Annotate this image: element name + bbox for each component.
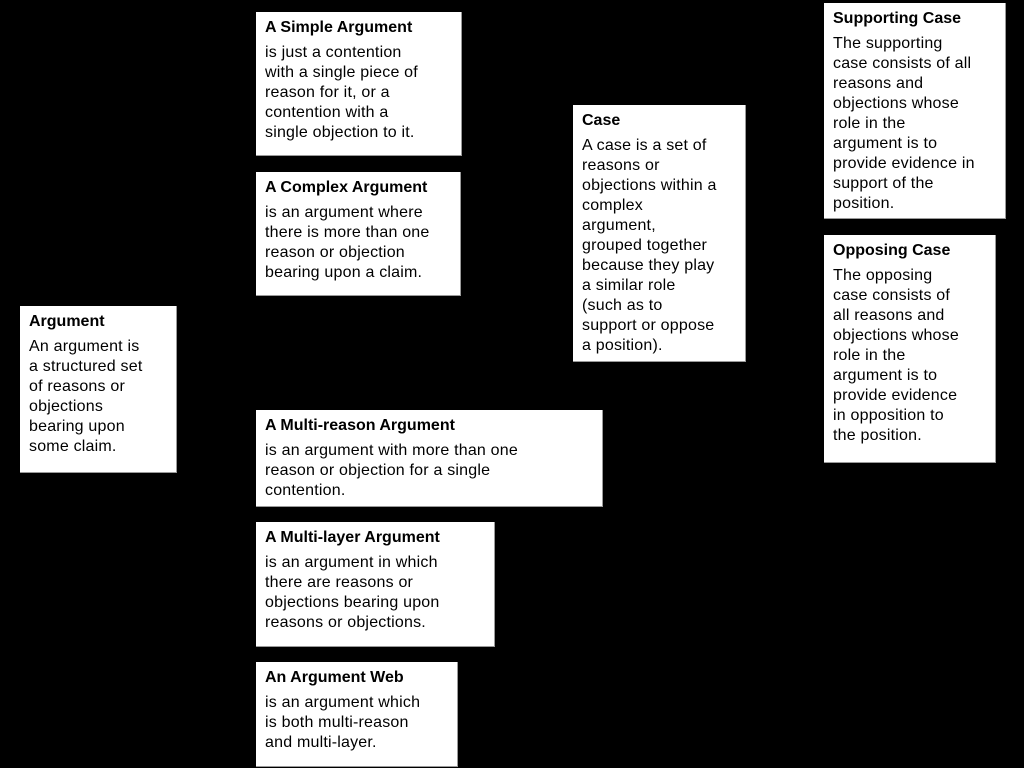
node-argument — [20, 306, 177, 473]
node-description — [833, 266, 986, 446]
description-line: support or oppose — [582, 317, 715, 334]
node-multi-layer-argument — [256, 522, 495, 647]
node-argument-web — [256, 662, 458, 767]
description-line: objections — [29, 398, 104, 415]
node-complex-argument — [256, 172, 461, 296]
description-line: objections within a — [582, 177, 717, 194]
description-line: role in the — [833, 115, 906, 132]
description-line: case consists of all — [833, 55, 972, 72]
description-line: role in the — [833, 347, 906, 364]
description-line: An argument is — [29, 338, 140, 355]
description-line: bearing upon — [29, 418, 125, 435]
node-title: Argument — [29, 313, 105, 330]
description-line: a position). — [582, 337, 663, 354]
description-line: in opposition to — [833, 407, 944, 424]
description-line: a structured set — [29, 358, 143, 375]
description-line: single objection to it. — [265, 124, 415, 141]
description-line: argument is to — [833, 135, 938, 152]
description-line: reason or objection — [265, 244, 405, 261]
description-line: A case is a set of — [582, 137, 707, 154]
description-line: reasons or — [582, 157, 660, 174]
description-line: is both multi-reason — [265, 714, 409, 731]
description-line: support of the — [833, 175, 934, 192]
node-description — [582, 136, 736, 356]
node-description — [265, 693, 448, 753]
description-line: provide evidence in — [833, 155, 975, 172]
description-line: objections whose — [833, 95, 959, 112]
description-line: some claim. — [29, 438, 117, 455]
description-line: contention. — [265, 482, 346, 499]
node-title: A Complex Argument — [265, 179, 428, 196]
description-line: argument, — [582, 217, 656, 234]
description-line: a similar role — [582, 277, 676, 294]
node-supporting-case — [824, 3, 1006, 219]
description-line: contention with a — [265, 104, 389, 121]
node-multi-reason-argument — [256, 410, 603, 507]
description-line: is an argument in which — [265, 554, 438, 571]
description-line: there is more than one — [265, 224, 430, 241]
description-line: position. — [833, 195, 895, 212]
description-line: grouped together — [582, 237, 708, 254]
description-line: all reasons and — [833, 307, 945, 324]
description-line: The opposing — [833, 267, 933, 284]
node-description — [833, 34, 996, 214]
node-title: Opposing Case — [833, 242, 951, 259]
node-title: Supporting Case — [833, 10, 962, 27]
node-title: A Multi-layer Argument — [265, 529, 440, 546]
description-line: provide evidence — [833, 387, 958, 404]
node-description — [265, 553, 485, 633]
description-line: (such as to — [582, 297, 663, 314]
node-case — [573, 105, 746, 362]
description-line: bearing upon a claim. — [265, 264, 423, 281]
node-opposing-case — [824, 235, 996, 463]
node-title: A Simple Argument — [265, 19, 413, 36]
description-line: is an argument which — [265, 694, 421, 711]
description-line: objections bearing upon — [265, 594, 440, 611]
description-line: and multi-layer. — [265, 734, 377, 751]
description-line: reason for it, or a — [265, 84, 390, 101]
description-line: case consists of — [833, 287, 951, 304]
node-title: An Argument Web — [265, 669, 404, 686]
description-line: The supporting — [833, 35, 943, 52]
description-line: complex — [582, 197, 643, 214]
description-line: with a single piece of — [265, 64, 418, 81]
node-simple-argument — [256, 12, 462, 156]
description-line: argument is to — [833, 367, 938, 384]
node-description — [29, 337, 167, 457]
node-description — [265, 43, 452, 143]
description-line: of reasons or — [29, 378, 125, 395]
description-line: reason or objection for a single — [265, 462, 491, 479]
description-line: reasons or objections. — [265, 614, 426, 631]
description-line: reasons and — [833, 75, 924, 92]
description-line: objections whose — [833, 327, 959, 344]
description-line: is an argument with more than one — [265, 442, 518, 459]
node-description — [265, 203, 451, 283]
description-line: because they play — [582, 257, 715, 274]
node-description — [265, 441, 593, 501]
description-line: there are reasons or — [265, 574, 414, 591]
node-title: Case — [582, 112, 621, 129]
description-line: the position. — [833, 427, 922, 444]
description-line: is just a contention — [265, 44, 402, 61]
node-title: A Multi-reason Argument — [265, 417, 455, 434]
description-line: is an argument where — [265, 204, 423, 221]
